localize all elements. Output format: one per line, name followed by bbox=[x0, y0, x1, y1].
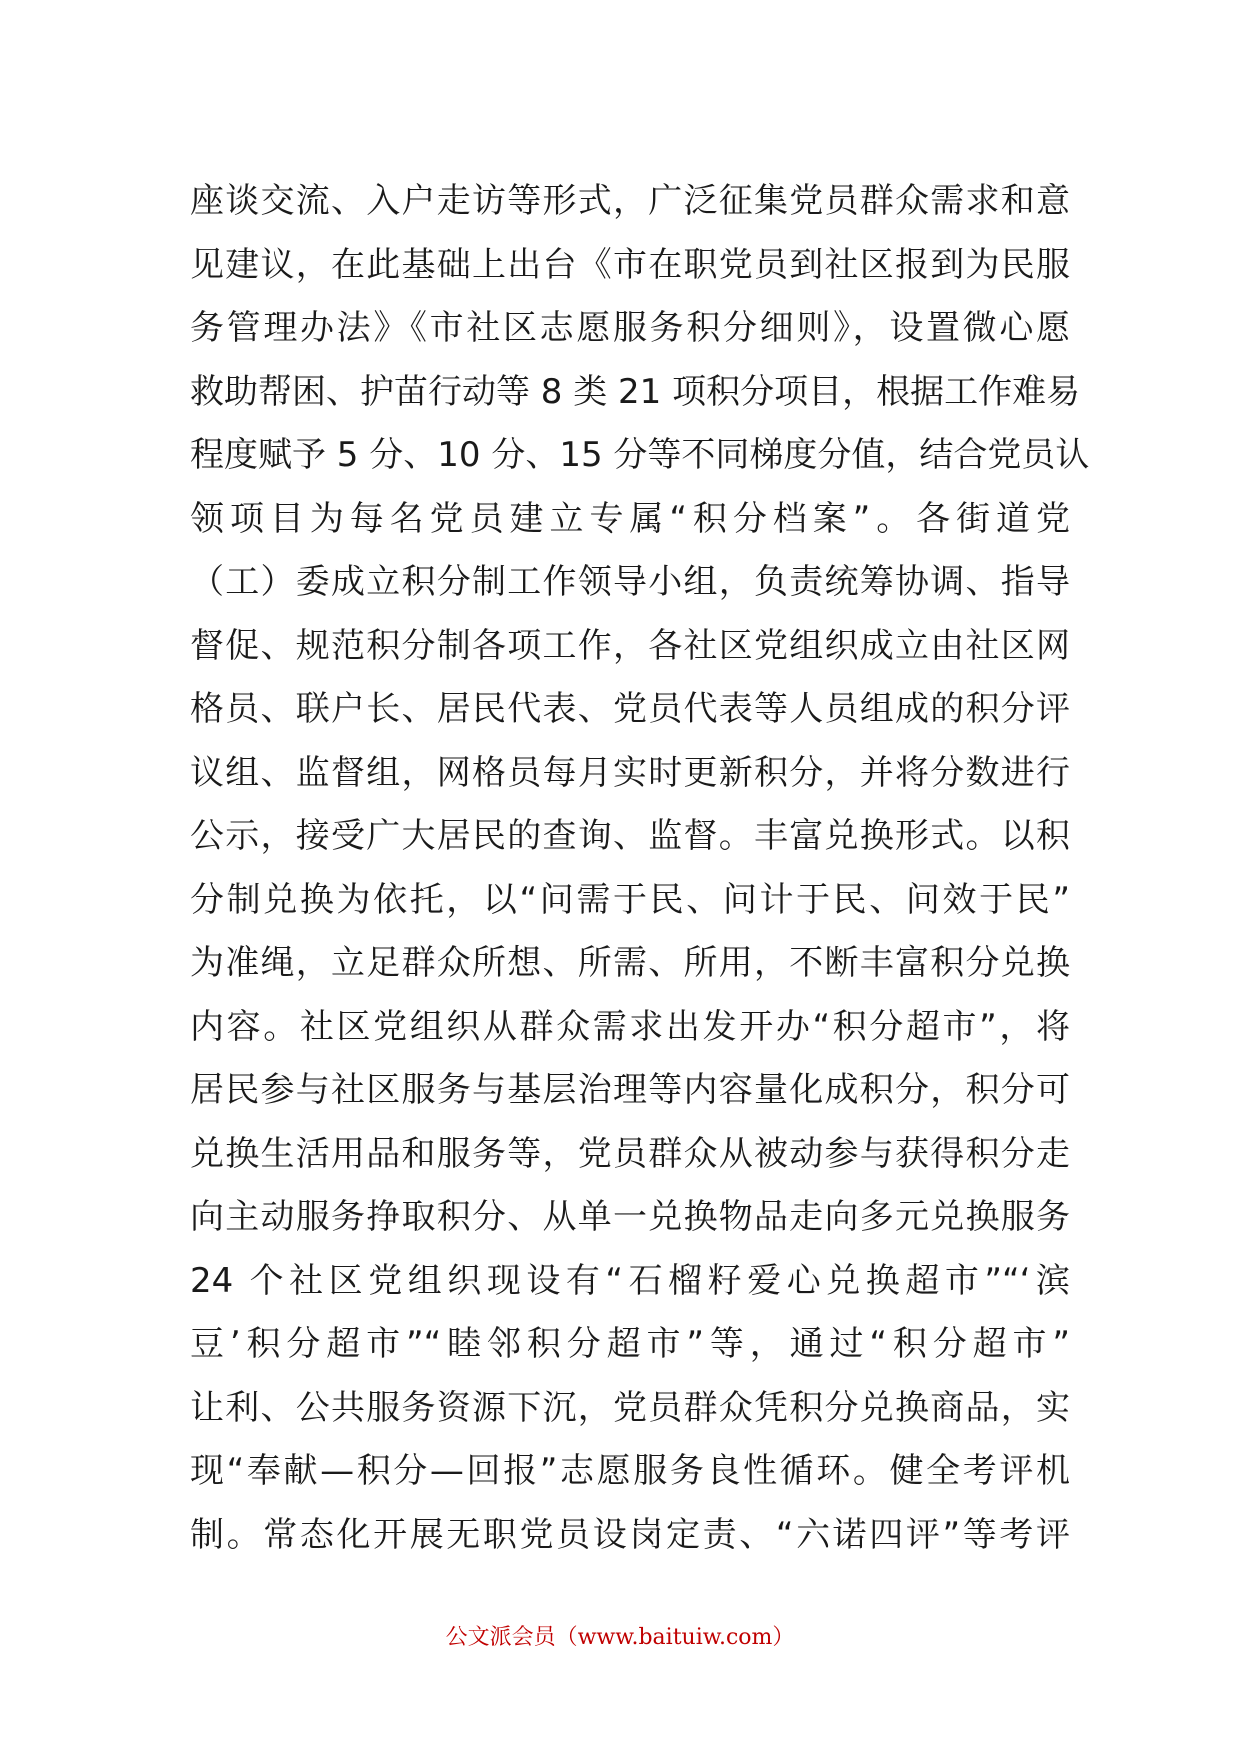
body-text-line: 救助帮困、护苗行动等 8 类 21 项积分项目，根据工作难易 bbox=[190, 371, 1081, 412]
body-text-line: 程度赋予 5 分、10 分、15 分等不同梯度分值，结合党员认 bbox=[190, 435, 1090, 475]
body-text-line: 督促、规范积分制各项工作，各社区党组织成立由社区网 bbox=[190, 625, 1070, 666]
body-text-line: 让利、公共服务资源下沉，党员群众凭积分兑换商品，实 bbox=[190, 1387, 1070, 1428]
body-text-line: 内容。社区党组织从群众需求出发开办“积分超市”，将 bbox=[190, 1006, 1070, 1047]
body-text-line: （工）委成立积分制工作领导小组，负责统筹协调、指导 bbox=[190, 562, 1070, 602]
body-text-line: 居民参与社区服务与基层治理等内容量化成积分，积分可 bbox=[190, 1070, 1070, 1110]
body-text-line: 领项目为每名党员建立专属“积分档案”。各街道党 bbox=[190, 498, 1070, 539]
body-text-line: 议组、监督组，网格员每月实时更新积分，并将分数进行 bbox=[190, 752, 1070, 793]
document-body bbox=[190, 170, 1090, 1567]
body-text-line: 务管理办法》《市社区志愿服务积分细则》，设置微心愿 bbox=[190, 308, 1070, 348]
body-text-line: 公示，接受广大居民的查询、监督。丰富兑换形式。以积 bbox=[190, 816, 1070, 856]
body-text-line: 座谈交流、入户走访等形式，广泛征集党员群众需求和意 bbox=[190, 181, 1070, 221]
body-text-line: 现“奉献—积分—回报”志愿服务良性循环。健全考评机 bbox=[190, 1451, 1070, 1491]
body-text-line: 制。常态化开展无职党员设岗定责、“六诺四评”等考评 bbox=[190, 1514, 1070, 1555]
body-text-line: 为准绳，立足群众所想、所需、所用，不断丰富积分兑换 bbox=[190, 943, 1070, 983]
body-text-line: 豆’积分超市”“睦邻积分超市”等，通过“积分超市” bbox=[190, 1324, 1070, 1364]
body-text-line: 24 个社区党组织现设有“石榴籽爱心兑换超市”“‘滨 bbox=[190, 1260, 1070, 1301]
body-text-line: 格员、联户长、居民代表、党员代表等人员组成的积分评 bbox=[190, 689, 1070, 729]
body-text-line: 分制兑换为依托，以“问需于民、问计于民、问效于民” bbox=[190, 879, 1070, 920]
footer-watermark: 公文派会员（www.baituiw.com） bbox=[445, 1625, 795, 1650]
body-text-line: 兑换生活用品和服务等，党员群众从被动参与获得积分走 bbox=[190, 1133, 1070, 1174]
body-text-line: 见建议，在此基础上出台《市在职党员到社区报到为民服 bbox=[190, 244, 1070, 285]
body-text-line: 向主动服务挣取积分、从单一兑换物品走向多元兑换服务 bbox=[190, 1197, 1070, 1237]
